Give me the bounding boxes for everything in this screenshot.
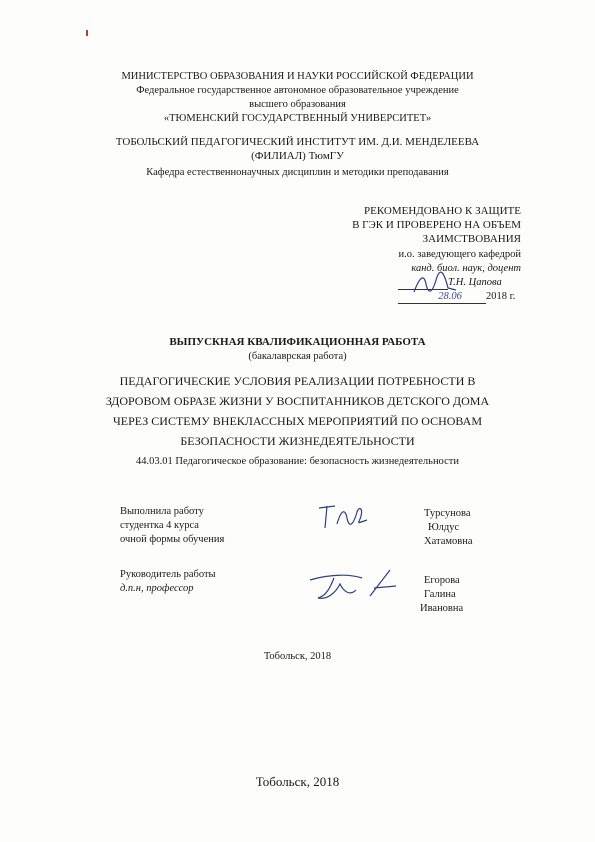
approval-date-handwritten: 28.06 — [428, 290, 472, 304]
supervisor-name-3: Ивановна — [420, 603, 464, 614]
scan-mark — [86, 30, 88, 36]
supervisor-name-1: Егорова — [424, 575, 460, 586]
approval-degree: канд. биол. наук, доцент — [411, 263, 521, 274]
approval-year: 2018 г. — [486, 291, 516, 302]
work-type: ВЫПУСКНАЯ КВАЛИФИКАЦИОННАЯ РАБОТА — [169, 336, 426, 348]
author-label-3: очной формы обучения — [120, 534, 225, 545]
title-line-1: ПЕДАГОГИЧЕСКИЕ УСЛОВИЯ РЕАЛИЗАЦИИ ПОТРЕБНОСТИ В — [119, 374, 476, 388]
author-label-1: Выполнила работу — [120, 506, 204, 517]
institute-line-2: (ФИЛИАЛ) ТюмГУ — [251, 150, 344, 162]
city-year: Тобольск, 2018 — [263, 651, 332, 662]
approval-name: Т.Н. Цапова — [448, 277, 502, 288]
approval-line-2: В ГЭК И ПРОВЕРЕНО НА ОБЪЕМ — [352, 219, 521, 231]
title-line-2: ЗДОРОВОМ ОБРАЗЕ ЖИЗНИ У ВОСПИТАННИКОВ ДЕТСКОГО ДОМА — [105, 394, 490, 408]
footer-city-year: Тобольск, 2018 — [255, 774, 340, 789]
supervisor-label-1: Руководитель работы — [120, 569, 216, 580]
author-signature — [315, 500, 375, 534]
approval-role: и.о. заведующего кафедрой — [398, 249, 521, 260]
author-name-2: Юлдус — [428, 522, 460, 533]
supervisor-signature — [300, 566, 400, 606]
specialty-line: 44.03.01 Педагогическое образование: безопасность жизнедеятельности — [136, 456, 459, 467]
approval-line-3: ЗАИМСТВОВАНИЯ — [422, 233, 521, 245]
agency-line-1: Федеральное государственное автономное образовательное учреждение — [136, 85, 459, 96]
work-subtype: (бакалаврская работа) — [248, 351, 347, 362]
author-name-1: Турсунова — [424, 508, 471, 519]
title-line-3: ЧЕРЕЗ СИСТЕМУ ВНЕКЛАССНЫХ МЕРОПРИЯТИЙ ПО ОСНОВАМ — [112, 414, 483, 428]
university-name: «ТЮМЕНСКИЙ ГОСУДАРСТВЕННЫЙ УНИВЕРСИТЕТ» — [163, 113, 432, 124]
department-name: Кафедра естественнонаучных дисциплин и методики преподавания — [146, 167, 449, 178]
approval-signature — [410, 270, 460, 298]
approval-line-1: РЕКОМЕНДОВАНО К ЗАЩИТЕ — [364, 205, 521, 217]
title-line-4: БЕЗОПАСНОСТИ ЖИЗНЕДЕЯТЕЛЬНОСТИ — [180, 434, 415, 448]
ministry-line: МИНИСТЕРСТВО ОБРАЗОВАНИЯ И НАУКИ РОССИЙСКОЙ ФЕДЕРАЦИИ — [121, 71, 474, 82]
supervisor-name-2: Галина — [424, 589, 456, 600]
author-name-3: Хатамовна — [424, 536, 473, 547]
author-label-2: студентка 4 курса — [120, 520, 199, 531]
institute-line-1: ТОБОЛЬСКИЙ ПЕДАГОГИЧЕСКИЙ ИНСТИТУТ ИМ. Д.И. МЕНДЕЛЕЕВА — [115, 136, 480, 148]
agency-line-2: высшего образования — [249, 99, 346, 110]
supervisor-label-2: д.п.н, профессор — [120, 583, 194, 594]
